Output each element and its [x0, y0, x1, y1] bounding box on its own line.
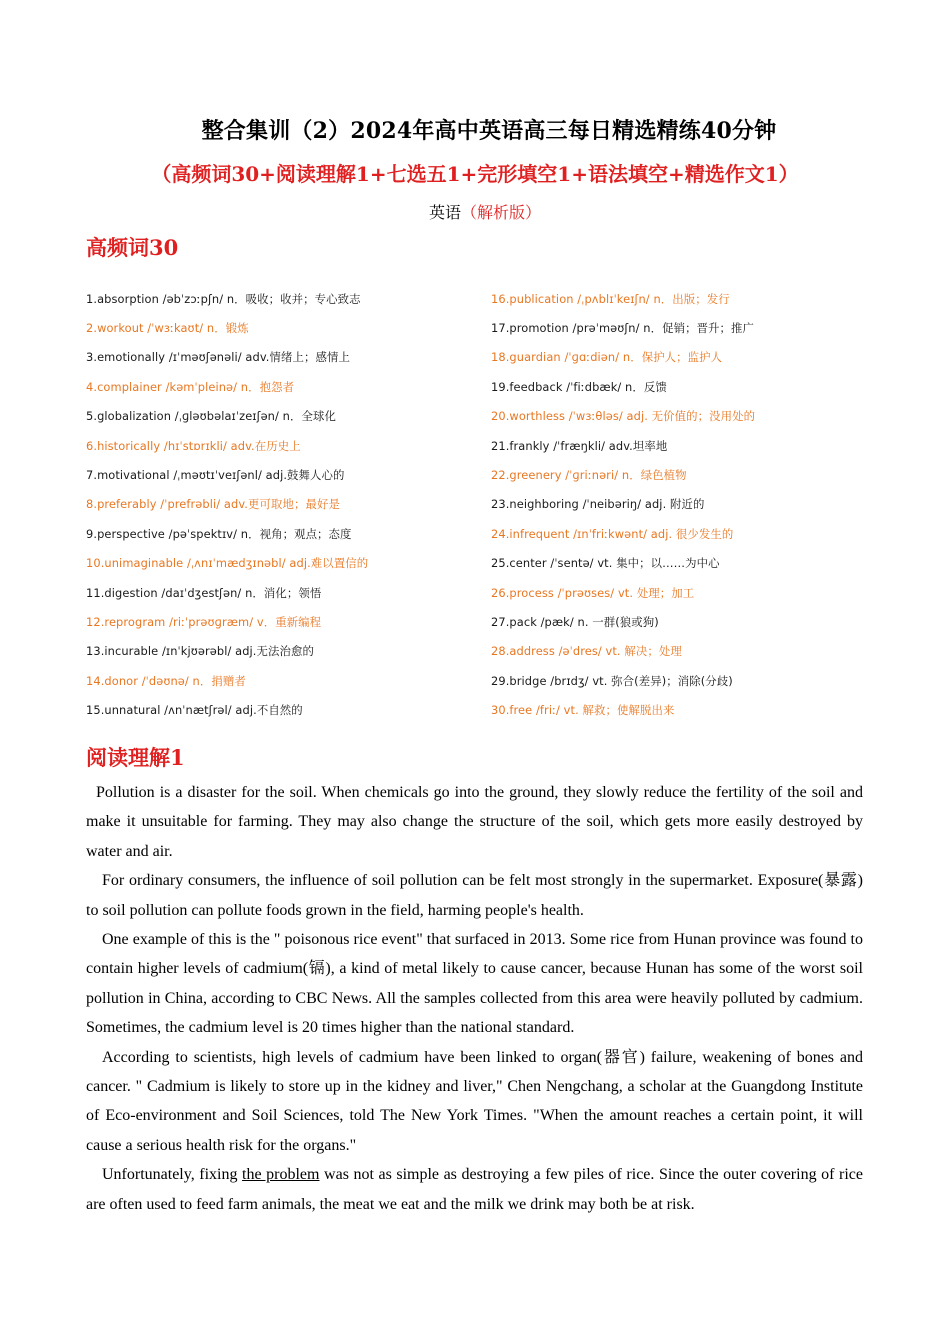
vocab-row — [86, 607, 866, 636]
vocab-item: 1.absorption /əbˈzɔːpʃn/ n．吸收；收并；专心致志 — [86, 291, 361, 306]
vocab-row — [86, 343, 866, 372]
passage-paragraph: One example of this is the " poisonous rice event" that surfaced in 2013. Some rice from Hunan province was found to contain higher levels of cadmium(镉), a kind of metal likely to cause cancer, because Hunan has some of the worst soil pollution in China, according to CBC News. All the samples collected from this area were heavily polluted by cadmium. Sometimes, the cadmium level is 20 times higher than the national standard. — [86, 931, 863, 1037]
reading-section-heading: 阅读理解1 — [86, 745, 185, 770]
vocab-item: 8.preferably /ˈprefrəbli/ adv.更可取地；最好是 — [86, 497, 340, 512]
vocab-item: 7.motivational /ˌməʊtɪˈveɪʃənl/ adj.鼓舞人心的 — [86, 468, 345, 483]
passage-paragraph: For ordinary consumers, the influence of soil pollution can be felt most strongly in the supermarket. Exposure(暴露) to soil pollution can pollute foods grown in the field, harming people's health. — [86, 872, 863, 919]
vocab-item: 13.incurable /ɪnˈkjʊərəbl/ adj.无法治愈的 — [86, 644, 314, 659]
passage-text: Unfortunately, fixing — [102, 1166, 243, 1184]
subject-label: 英语 — [428, 203, 461, 222]
vocab-item: 26.process /ˈprəʊses/ vt. 处理；加工 — [491, 585, 695, 600]
vocab-item: 11.digestion /daɪˈdʒestʃən/ n．消化；领悟 — [86, 585, 322, 600]
vocab-item: 9.perspective /pəˈspektɪv/ n．视角；观点；态度 — [86, 526, 352, 541]
vocab-item: 22.greenery /ˈɡriːnəri/ n．绿色植物 — [491, 468, 687, 483]
vocab-item: 3.emotionally /ɪˈməʊʃənəli/ adv.情绪上；感情上 — [86, 350, 350, 365]
vocab-row — [86, 637, 866, 666]
vocab-item: 23.neighboring /ˈneibəriŋ/ adj. 附近的 — [491, 497, 705, 512]
vocab-item: 30.free /friː/ vt. 解救；使解脱出来 — [491, 703, 675, 718]
vocab-table — [86, 284, 866, 725]
vocab-row — [86, 578, 866, 607]
vocab-row — [86, 695, 866, 724]
vocab-section-heading: 高频词30 — [86, 235, 179, 260]
vocab-row — [86, 284, 866, 313]
document-subtitle: （高频词30+阅读理解1+七选五1+完形填空1+语法填空+精选作文1） — [151, 162, 799, 186]
vocab-row — [86, 490, 866, 519]
vocab-item: 5.globalization /ˌɡləʊbəlaɪˈzeɪʃən/ n．全球化 — [86, 409, 336, 424]
vocab-item: 18.guardian /ˈɡɑːdiən/ n．保护人；监护人 — [491, 350, 723, 365]
vocab-item: 24.infrequent /ɪnˈfriːkwənt/ adj. 很少发生的 — [491, 526, 734, 541]
vocab-row — [86, 460, 866, 489]
document-title: 整合集训（2）2024年高中英语高三每日精选精练40分钟 — [201, 118, 777, 144]
passage-text: was not as simple as destroying a few piles of rice. Since the outer covering of rice are often used to feed farm animals, the meat we eat and the milk we drink may both be at risk. — [86, 1166, 863, 1213]
vocab-item: 21.frankly /ˈfræŋkli/ adv.坦率地 — [491, 438, 668, 453]
vocab-item: 2.workout /ˈwɜːkaʊt/ n．锻炼 — [86, 321, 249, 336]
passage-paragraph — [86, 1160, 863, 1219]
passage-paragraph: Pollution is a disaster for the soil. When chemicals go into the ground, they slowly reduce the fertility of the soil and make it unsuitable for farming. They may also change the structure of the soil, which gets more easily destroyed by water and air. — [86, 784, 863, 860]
vocab-row — [86, 519, 866, 548]
vocab-item: 14.donor /ˈdəʊnə/ n．捐赠者 — [86, 673, 246, 688]
vocab-item: 19.feedback /ˈfiːdbæk/ n．反馈 — [491, 379, 667, 394]
vocab-row — [86, 313, 866, 342]
vocab-row — [86, 549, 866, 578]
underlined-phrase: the problem — [242, 1166, 320, 1184]
vocab-item: 10.unimaginable /ˌʌnɪˈmædʒɪnəbl/ adj.难以置信的 — [86, 556, 369, 571]
vocab-row — [86, 431, 866, 460]
edition-type: （解析版） — [461, 203, 542, 222]
vocab-item: 27.pack /pæk/ n. 一群(狼或狗) — [491, 614, 659, 629]
vocab-item: 6.historically /hɪˈstɒrɪkli/ adv.在历史上 — [86, 438, 301, 453]
edition-label — [0, 200, 950, 223]
reading-passage — [86, 778, 863, 1219]
vocab-item: 17.promotion /prəˈməʊʃn/ n．促销；晋升；推广 — [491, 321, 755, 336]
vocab-item: 4.complainer /kəmˈpleinə/ n．抱怨者 — [86, 379, 295, 394]
vocab-item: 25.center /ˈsentə/ vt. 集中；以……为中心 — [491, 556, 720, 571]
vocab-item: 28.address /əˈdres/ vt. 解决；处理 — [491, 644, 682, 659]
passage-paragraph: According to scientists, high levels of cadmium have been linked to organ(器官) failure, weakening of bones and cancer. " Cadmium is likely to store up in the kidney and liver," Chen Nengchang, a scholar at the Guangdong Institute of Eco-environment and Soil Sciences, told The New York Times. "When the amount reaches a certain point, it will cause a serious health risk for the organs." — [86, 1048, 863, 1154]
vocab-row — [86, 666, 866, 695]
vocab-item: 15.unnatural /ʌnˈnætʃrəl/ adj.不自然的 — [86, 703, 303, 718]
vocab-item: 12.reprogram /riːˈprəʊɡræm/ v．重新编程 — [86, 614, 322, 629]
vocab-item: 16.publication /ˌpʌblɪˈkeɪʃn/ n．出版；发行 — [491, 291, 730, 306]
vocab-item: 29.bridge /brɪdʒ/ vt. 弥合(差异)；消除(分歧) — [491, 673, 733, 688]
vocab-row — [86, 372, 866, 401]
vocab-item: 20.worthless /ˈwɜːθləs/ adj. 无价值的；没用处的 — [491, 409, 756, 424]
vocab-row — [86, 402, 866, 431]
